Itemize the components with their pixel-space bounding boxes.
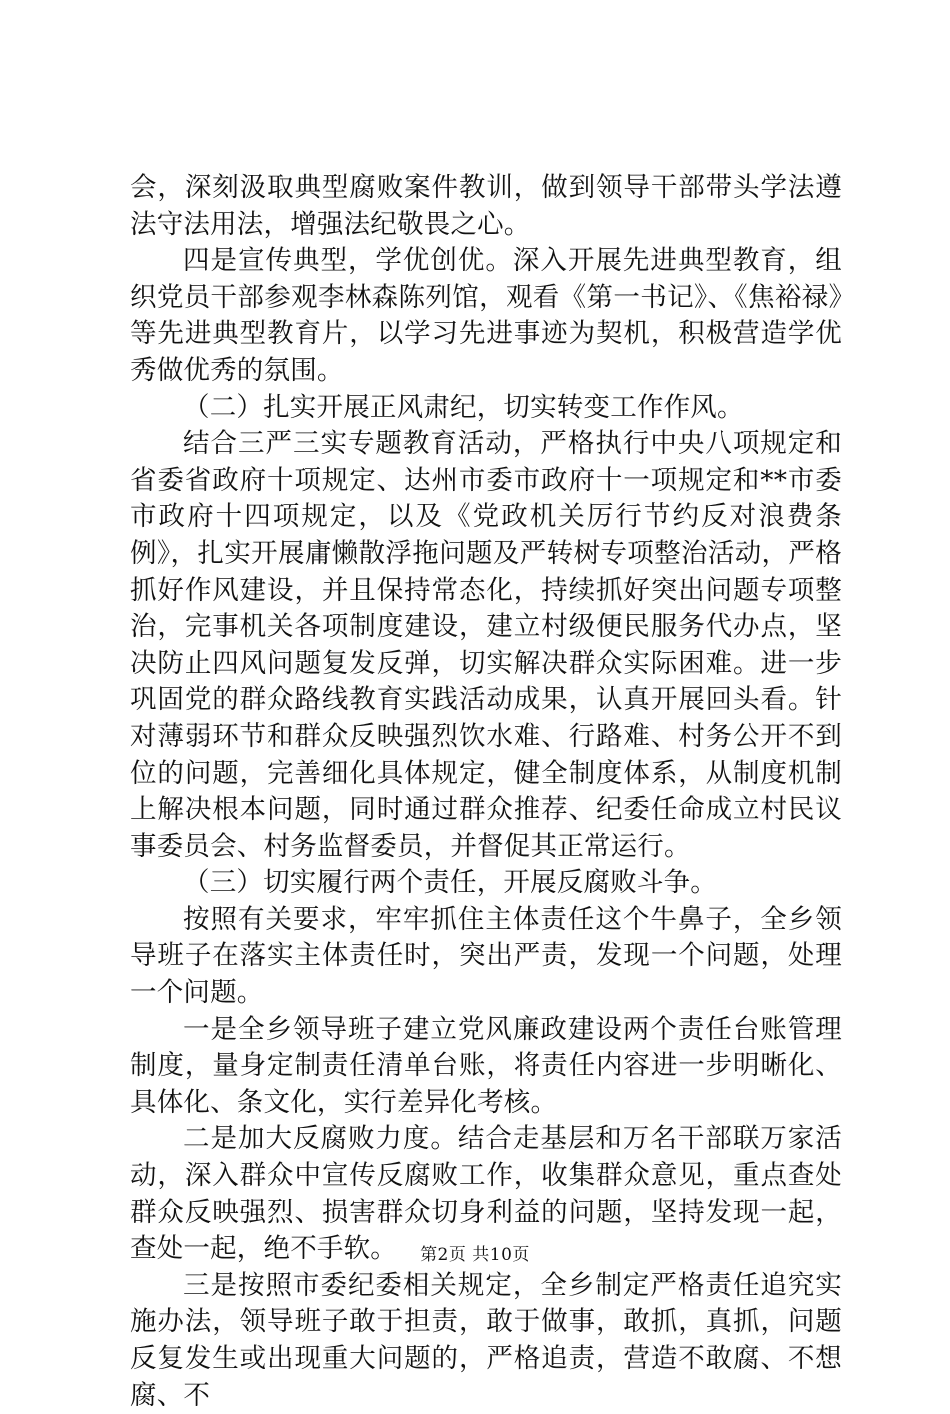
paragraph-3: 结合三严三实专题教育活动，严格执行中央八项规定和省委省政府十项规定、达州市委市政府十一项规定和**市委市政府十四项规定，以及《党政机关厉行节约反对浪费条例》，扎实开展庸懒散浮拖问题及严转树专项整治活动，严格抓好作风建设，并且保持常态化，持续抓好突出问题专项整治，完事机关各项制度建设，建立村级便民服务代办点，坚决防止四风问题复发反弹，切实解决群众实际困难。进一步巩固党的群众路线教育实践活动成果，认真开展回头看。针对薄弱环节和群众反映强烈饮水难、行路难、村务公开不到位的问题，完善细化具体规定，健全制度体系，从制度机制上解决根本问题，同时通过群众推荐、纪委任命成立村民议事委员会、村务监督委员，并督促其正常运行。	[130, 428, 842, 862]
page-footer	[0, 1245, 950, 1265]
paragraph-7: 三是按照市委纪委相关规定，全乡制定严格责任追究实施办法，领导班子敢于担责，敢于做事，敢抓，真抓，问题反复发生或出现重大问题的，严格追责，营造不敢腐、不想腐、不	[130, 1269, 842, 1411]
paragraph-2: 四是宣传典型，学优创优。深入开展先进典型教育，组织党员干部参观李林森陈列馆，观看《第一书记》、《焦裕禄》等先进典型教育片，以学习先进事迹为契机，积极营造学优秀做优秀的氛围。	[130, 245, 842, 386]
paragraph-6: 二是加大反腐败力度。结合走基层和万名干部联万家活动，深入群众中宣传反腐败工作，收集群众意见，重点查处群众反映强烈、损害群众切身利益的问题，坚持发现一起，查处一起，绝不手软。	[130, 1123, 842, 1265]
section-heading-2: （二）扎实开展正风肃纪，切实转变工作作风。	[183, 391, 744, 423]
paragraph-4: 按照有关要求，牢牢抓住主体责任这个牛鼻子，全乡领导班子在落实主体责任时，突出严责，发现一个问题，处理一个问题。	[130, 903, 842, 1009]
section-heading-3: （三）切实履行两个责任，开展反腐败斗争。	[183, 867, 717, 899]
paragraph-1: 会，深刻汲取典型腐败案件教训，做到领导干部带头学法遵法守法用法，增强法纪敬畏之心。	[130, 172, 842, 240]
paragraph-5: 一是全乡领导班子建立党风廉政建设两个责任台账管理制度，量身定制责任清单台账，将责任内容进一步明晰化、具体化、条文化，实行差异化考核。	[130, 1013, 842, 1118]
page-number-label: 第2页 共10页	[420, 1245, 530, 1265]
document-body	[130, 170, 842, 1414]
